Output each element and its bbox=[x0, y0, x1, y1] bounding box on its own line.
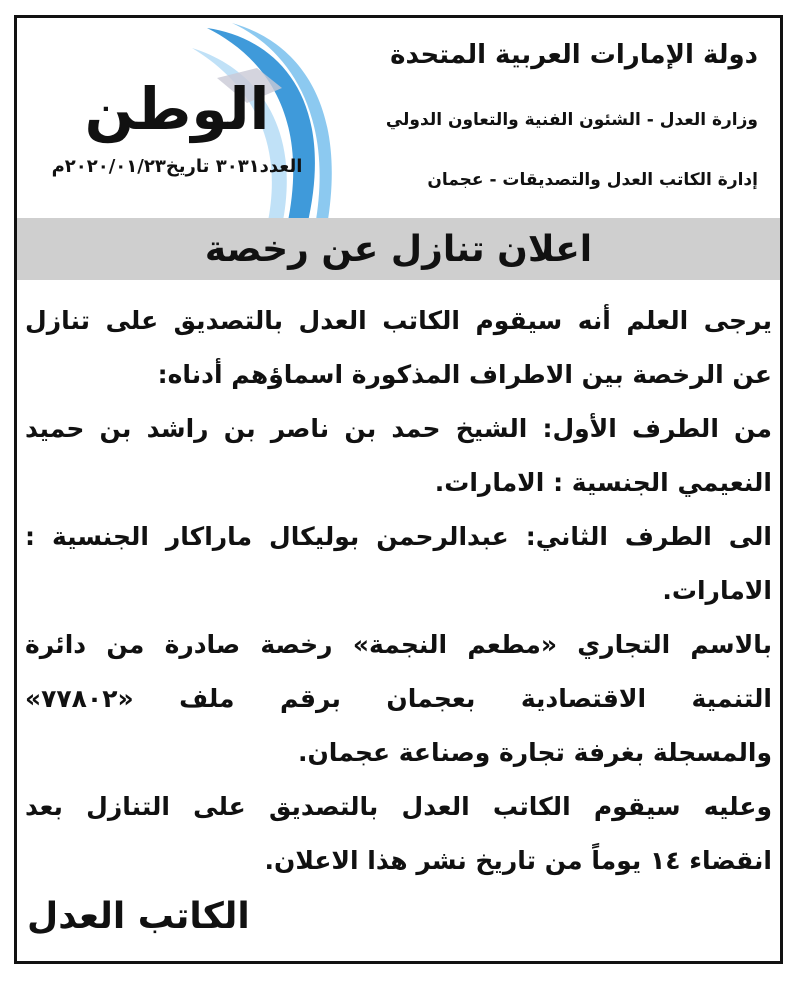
title-bar bbox=[17, 218, 780, 280]
department-name: إدارة الكاتب العدل والتصديقات - عجمان bbox=[427, 170, 758, 190]
newspaper-logo: الوطن bbox=[84, 75, 270, 143]
body-line: التنمية الاقتصادية بعجمان برقم ملف «٧٧٨٠٢» bbox=[25, 684, 772, 713]
country-name: دولة الإمارات العربية المتحدة bbox=[390, 40, 758, 70]
body-line: الى الطرف الثاني: عبدالرحمن بوليكال ماراكار الجنسية : bbox=[25, 522, 772, 551]
header bbox=[17, 18, 780, 226]
body-line: يرجى العلم أنه سيقوم الكاتب العدل بالتصديق على تنازل bbox=[25, 306, 772, 335]
announcement-title: اعلان تنازل عن رخصة bbox=[204, 228, 593, 270]
body-line: عن الرخصة بين الاطراف المذكورة اسماؤهم أدناه: bbox=[157, 360, 772, 389]
issue-number-date: العدد٣٠٣١ تاريخ٢٠٢٠/٠١/٢٣م bbox=[51, 156, 303, 177]
body-line: بالاسم التجاري «مطعم النجمة» رخصة صادرة من دائرة bbox=[25, 630, 772, 659]
announcement-frame bbox=[14, 15, 783, 964]
body-line: النعيمي الجنسية : الامارات. bbox=[434, 468, 772, 497]
signature: الكاتب العدل bbox=[27, 896, 250, 937]
body-line: الامارات. bbox=[662, 576, 772, 605]
body-line: انقضاء ١٤ يوماً من تاريخ نشر هذا الاعلان. bbox=[264, 846, 772, 875]
body-line: والمسجلة بغرفة تجارة وصناعة عجمان. bbox=[297, 738, 772, 767]
body-line: وعليه سيقوم الكاتب العدل بالتصديق على التنازل بعد bbox=[25, 792, 772, 821]
body-line: من الطرف الأول: الشيخ حمد بن ناصر بن راشد بن حميد bbox=[25, 414, 772, 443]
announcement-body bbox=[25, 294, 772, 888]
ministry-name: وزارة العدل - الشئون الفنية والتعاون الدولي bbox=[385, 110, 758, 130]
